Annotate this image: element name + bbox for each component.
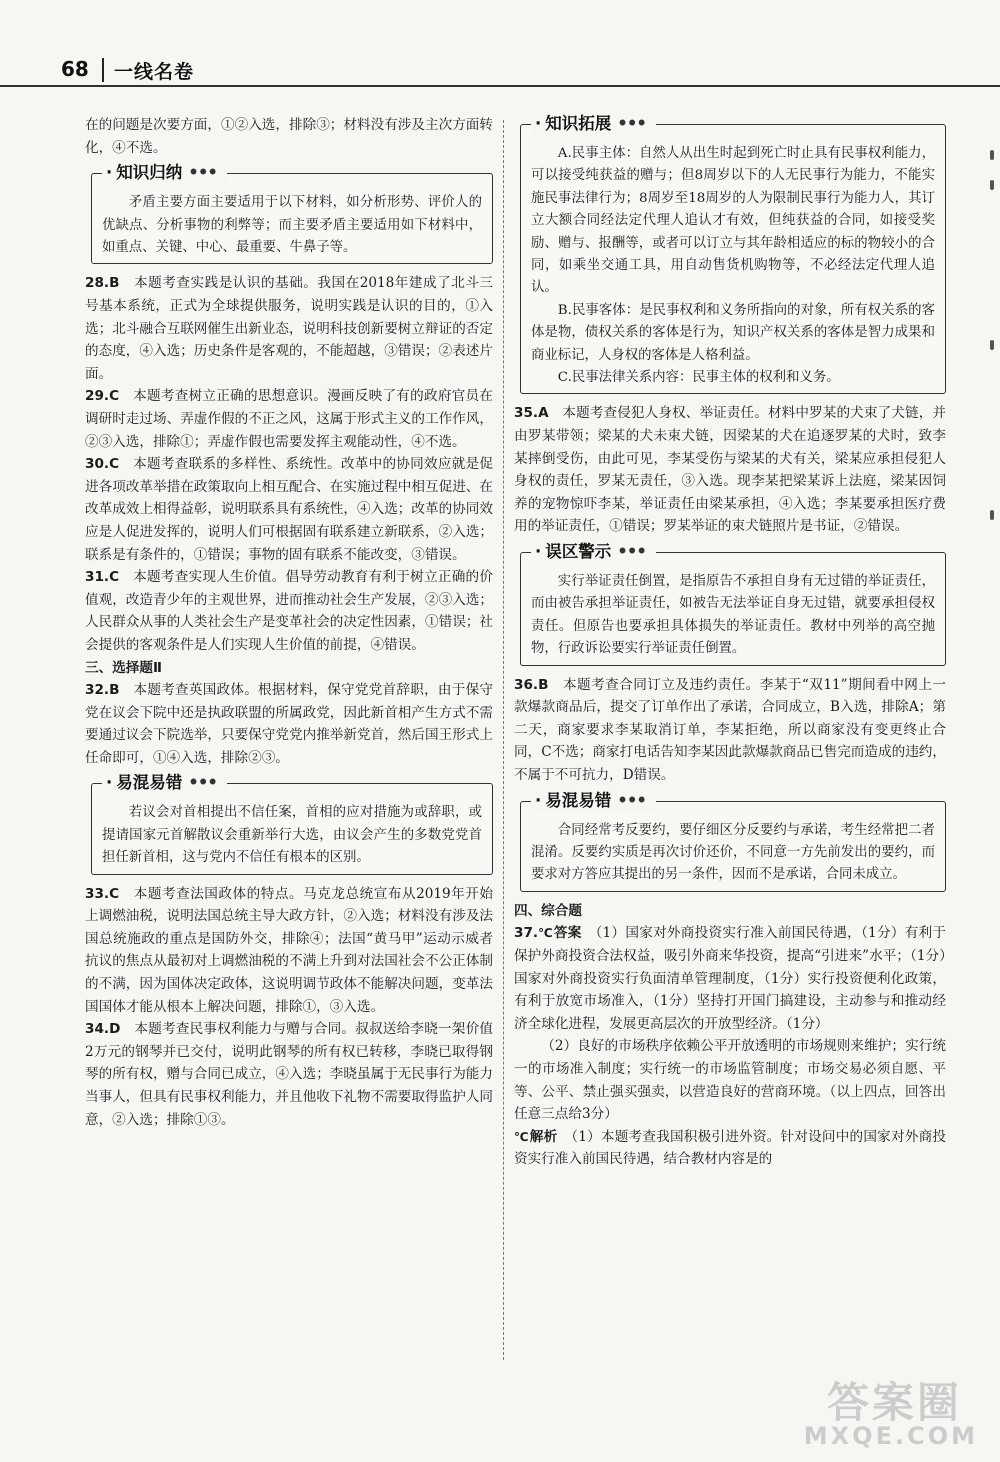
section-heading-4: 四、综合题 <box>514 902 582 919</box>
series-title: 一线名卷 <box>114 61 195 83</box>
answer-29: 29.C 本题考查树立正确的思想意识。漫画反映了有的政府官员在调研时走过场、弄虚作假的不正之风，这属于形式主义的工作作风，②③入选，排除①；弄虚作假也需要发挥主观能动性，④不选。 <box>85 388 494 450</box>
bullet-icon: · <box>106 163 113 183</box>
analysis-icon: ℃ <box>514 1129 529 1144</box>
analysis-37: ℃解析 （1）本题考查我国积极引进外资。针对设问中的国家对外商投资实行准入前国民待遇，结合教材内容是的 <box>514 1126 946 1171</box>
margin-mark <box>990 150 994 160</box>
box-knowledge-extension <box>520 114 946 394</box>
answer-34: 34.D 本题考查民事权利能力与赠与合同。叔叔送给李晓一架价值2万元的钢琴并已交付，说明此钢琴的所有权已转移，李晓已取得钢琴的所有权，赠与合同已成立，④入选；李晓虽属于无民事行为能力当事人，但具有民事权利能力，并且他收下礼物不需要取得监护人同意，②入选；排除①③。 <box>85 1021 494 1128</box>
box-title: · 易混易错 ••• <box>531 790 656 812</box>
answer-31: 31.C 本题考查实现人生价值。倡导劳动教育有利于树立正确的价值观，改造青少年的主观世界，进而推动社会生产发展，②③入选；人民群众从事的人类社会生产是变革社会的决定性因素，①错误；社会提供的客观条件是人们实现人生价值的前提，④错误。 <box>85 569 494 653</box>
box-body: 合同经常考反要约，要仔细区分反要约与承诺，考生经常把二者混淆。反要约实质是再次讨价还价，不同意一方先前发出的要约，而要求对方答应其提出的另一条件，因而不是承诺，合同未成立。 <box>531 822 935 883</box>
dots-icon: ••• <box>617 790 646 810</box>
watermark-top: 答案圈 <box>826 1378 962 1427</box>
bullet-icon: · <box>535 790 542 810</box>
answer-30: 30.C 本题考查联系的多样性、系统性。改革中的协同效应就是促进各项改革举措在政策取向上相互配合、在实施过程中相互促进、在改革成效上相得益彰，说明联系具有系统性，④入选；改革的协同效应是人促进发挥的，说明人们可根据固有联系建立新联系，②入选；联系是有条件的，①错误；事物的固有联系不能改变，③错误。 <box>85 456 494 563</box>
watermark <box>766 1366 986 1456</box>
margin-mark <box>990 180 994 190</box>
right-column <box>514 114 946 1171</box>
margin-marks <box>980 150 994 750</box>
box-body: 矛盾主要方面主要适用于以下材料，如分析形势、评价人的优缺点、分析事物的利弊等；而主要矛盾主要适用如下材料中，如重点、关键、中心、最重要、牛鼻子等。 <box>102 195 482 255</box>
watermark-bottom: MXQE.COM <box>803 1422 978 1450</box>
box-easy-confuse-2 <box>520 790 946 892</box>
answer-icon: ℃ <box>538 926 553 941</box>
answer-32: 32.B 本题考查英国政体。根据材料，保守党党首辞职，由于保守党在议会下院中还是执政联盟的所属政党，因此新首相产生方式不需要通过议会下院选举，只要保守党党内推举新党首，然后国王形式上任命即可，①④入选，排除②③。 <box>85 682 493 766</box>
page-number: 68 <box>61 57 89 81</box>
dots-icon: ••• <box>617 542 646 562</box>
box-title: · 知识拓展 ••• <box>531 113 656 135</box>
dots-icon: ••• <box>188 773 217 793</box>
box-title: · 易混易错 ••• <box>102 772 227 794</box>
answer-36: 36.B 本题考查合同订立及违约责任。李某于“双11”期间看中网上一款爆款商品后，提交了订单作出了承诺，合同成立，B入选，排除A；第二天，商家要求李某取消订单，李某拒绝，所以商家没有变更终止合同，C不选；商家打电话告知李某因此款爆款商品已售完而造成的违约，不属于不可抗力，D错误。 <box>514 676 946 784</box>
box-body-a: A.民事主体：自然人从出生时起到死亡时止具有民事权利能力，可以接受纯获益的赠与；但8周岁以下的人无民事行为能力，不能实施民事法律行为；8周岁至18周岁的人为限制民事行为能力人，其订立大额合同经法定代理人追认才有效，但纯获益的合同，如接受奖励、赠与、报酬等，或者可以订立与其年龄相适应的标的物较小的合同，如乘坐交通工具，用自动售货机购物等，不必经法定代理人追认。 <box>531 146 935 296</box>
column-divider <box>503 120 504 1360</box>
margin-mark <box>990 510 994 520</box>
answer-37-part2: （2）良好的市场秩序依赖公平开放透明的市场规则来维护；实行统一的市场准入制度；实行统一的市场监管制度；市场交易必须自愿、平等、公平、禁止强买强卖，以营造良好的营商环境。（以上四点，回答出任意三点给3分） <box>514 1038 946 1123</box>
box-body-c: C.民事法律关系内容：民事主体的权利和义务。 <box>557 370 840 386</box>
box-body: 若议会对首相提出不信任案，首相的应对措施为或辞职，或提请国家元首解散议会重新举行大选，由议会产生的多数党党首担任新首相，这与党内不信任有根本的区别。 <box>102 805 482 866</box>
box-easy-confuse <box>91 773 493 874</box>
intro-paragraph: 在的问题是次要方面，①②入选，排除③；材料没有涉及主次方面转化，④不选。 <box>85 117 493 156</box>
section-heading-3: 三、选择题Ⅱ <box>85 659 162 676</box>
bullet-icon: · <box>535 114 542 133</box>
box-knowledge-summary <box>91 163 493 264</box>
header-rule <box>0 85 1000 87</box>
dots-icon: ••• <box>617 114 646 133</box>
margin-mark <box>990 340 994 350</box>
answer-33: 33.C 本题考查法国政体的特点。马克龙总统宣布从2019年开始上调燃油税，说明法国总统主导大政方针，②入选；材料没有涉及法国总统施政的重点是国防外交，排除④；法国“黄马甲”运动示威者抗议的焦点从最初对上调燃油税的不满上升到对法国社会不公正体制的不满，因为国体决定政体，这说明调节政体不能解决问题，变革法国国体才能从根本上解决问题，排除①，③入选。 <box>85 885 494 1015</box>
bullet-icon: · <box>106 773 113 793</box>
answer-37: 37.℃答案 （1）国家对外商投资实行准入前国民待遇，（1分）有利于保护外商投资合法权益，吸引外商来华投资，提高“引进来”水平；（1分）国家对外商投资实行负面清单管理制度，（1分）实行投资便利化政策，有利于放宽市场准入，（1分）坚持打开国门搞建设，主动参与和推动经济全球化进程，发展更高层次的开放型经济。（1分） <box>514 922 946 1035</box>
box-body-b: B.民事客体：是民事权利和义务所指向的对象，所有权关系的客体是物，债权关系的客体是行为，知识产权关系的客体是智力成果和商业标记，人身权的客体是人格利益。 <box>531 302 935 363</box>
bullet-icon: · <box>535 542 542 562</box>
box-misconception-warning <box>520 542 946 666</box>
left-column <box>85 114 493 1131</box>
box-title: · 知识归纳 ••• <box>102 162 227 184</box>
answer-28: 28.B 本题考查实践是认识的基础。我国在2018年建成了北斗三号基本系统，正式为全球提供服务，说明实践是认识的目的，①入选；北斗融合互联网催生出新业态，说明科技创新要树立辩证的否定的态度，④入选；历史条件是客观的，不能超越，③错误；②表述片面。 <box>85 275 494 382</box>
header-separator <box>102 58 104 82</box>
dots-icon: ••• <box>188 163 217 183</box>
page-header <box>0 55 1000 85</box>
answer-35: 35.A 本题考查侵犯人身权、举证责任。材料中罗某的犬束了犬链，并由罗某带领；梁某的犬未束犬链，因梁某的犬在追逐罗某的犬时，致李某摔倒受伤，由此可见，李某受伤与梁某的犬有关，梁某应承担侵犯人身权的责任，罗某无责任，③入选。现李某把梁某诉上法庭，梁某因饲养的宠物惊吓李某，举证责任由梁某承担，④入选；李某要承担医疗费用的举证责任，①错误；罗某举证的束犬链照片是书证，②错误。 <box>514 405 946 535</box>
box-title: · 误区警示 ••• <box>531 541 656 563</box>
box-body: 实行举证责任倒置，是指原告不承担自身有无过错的举证责任，而由被告承担举证责任，如被告无法举证自身无过错，就要承担侵权责任。但原告也要承担具体损失的举证责任。教材中列举的高空抛物，行政诉讼要实行举证责任倒置。 <box>531 574 935 657</box>
